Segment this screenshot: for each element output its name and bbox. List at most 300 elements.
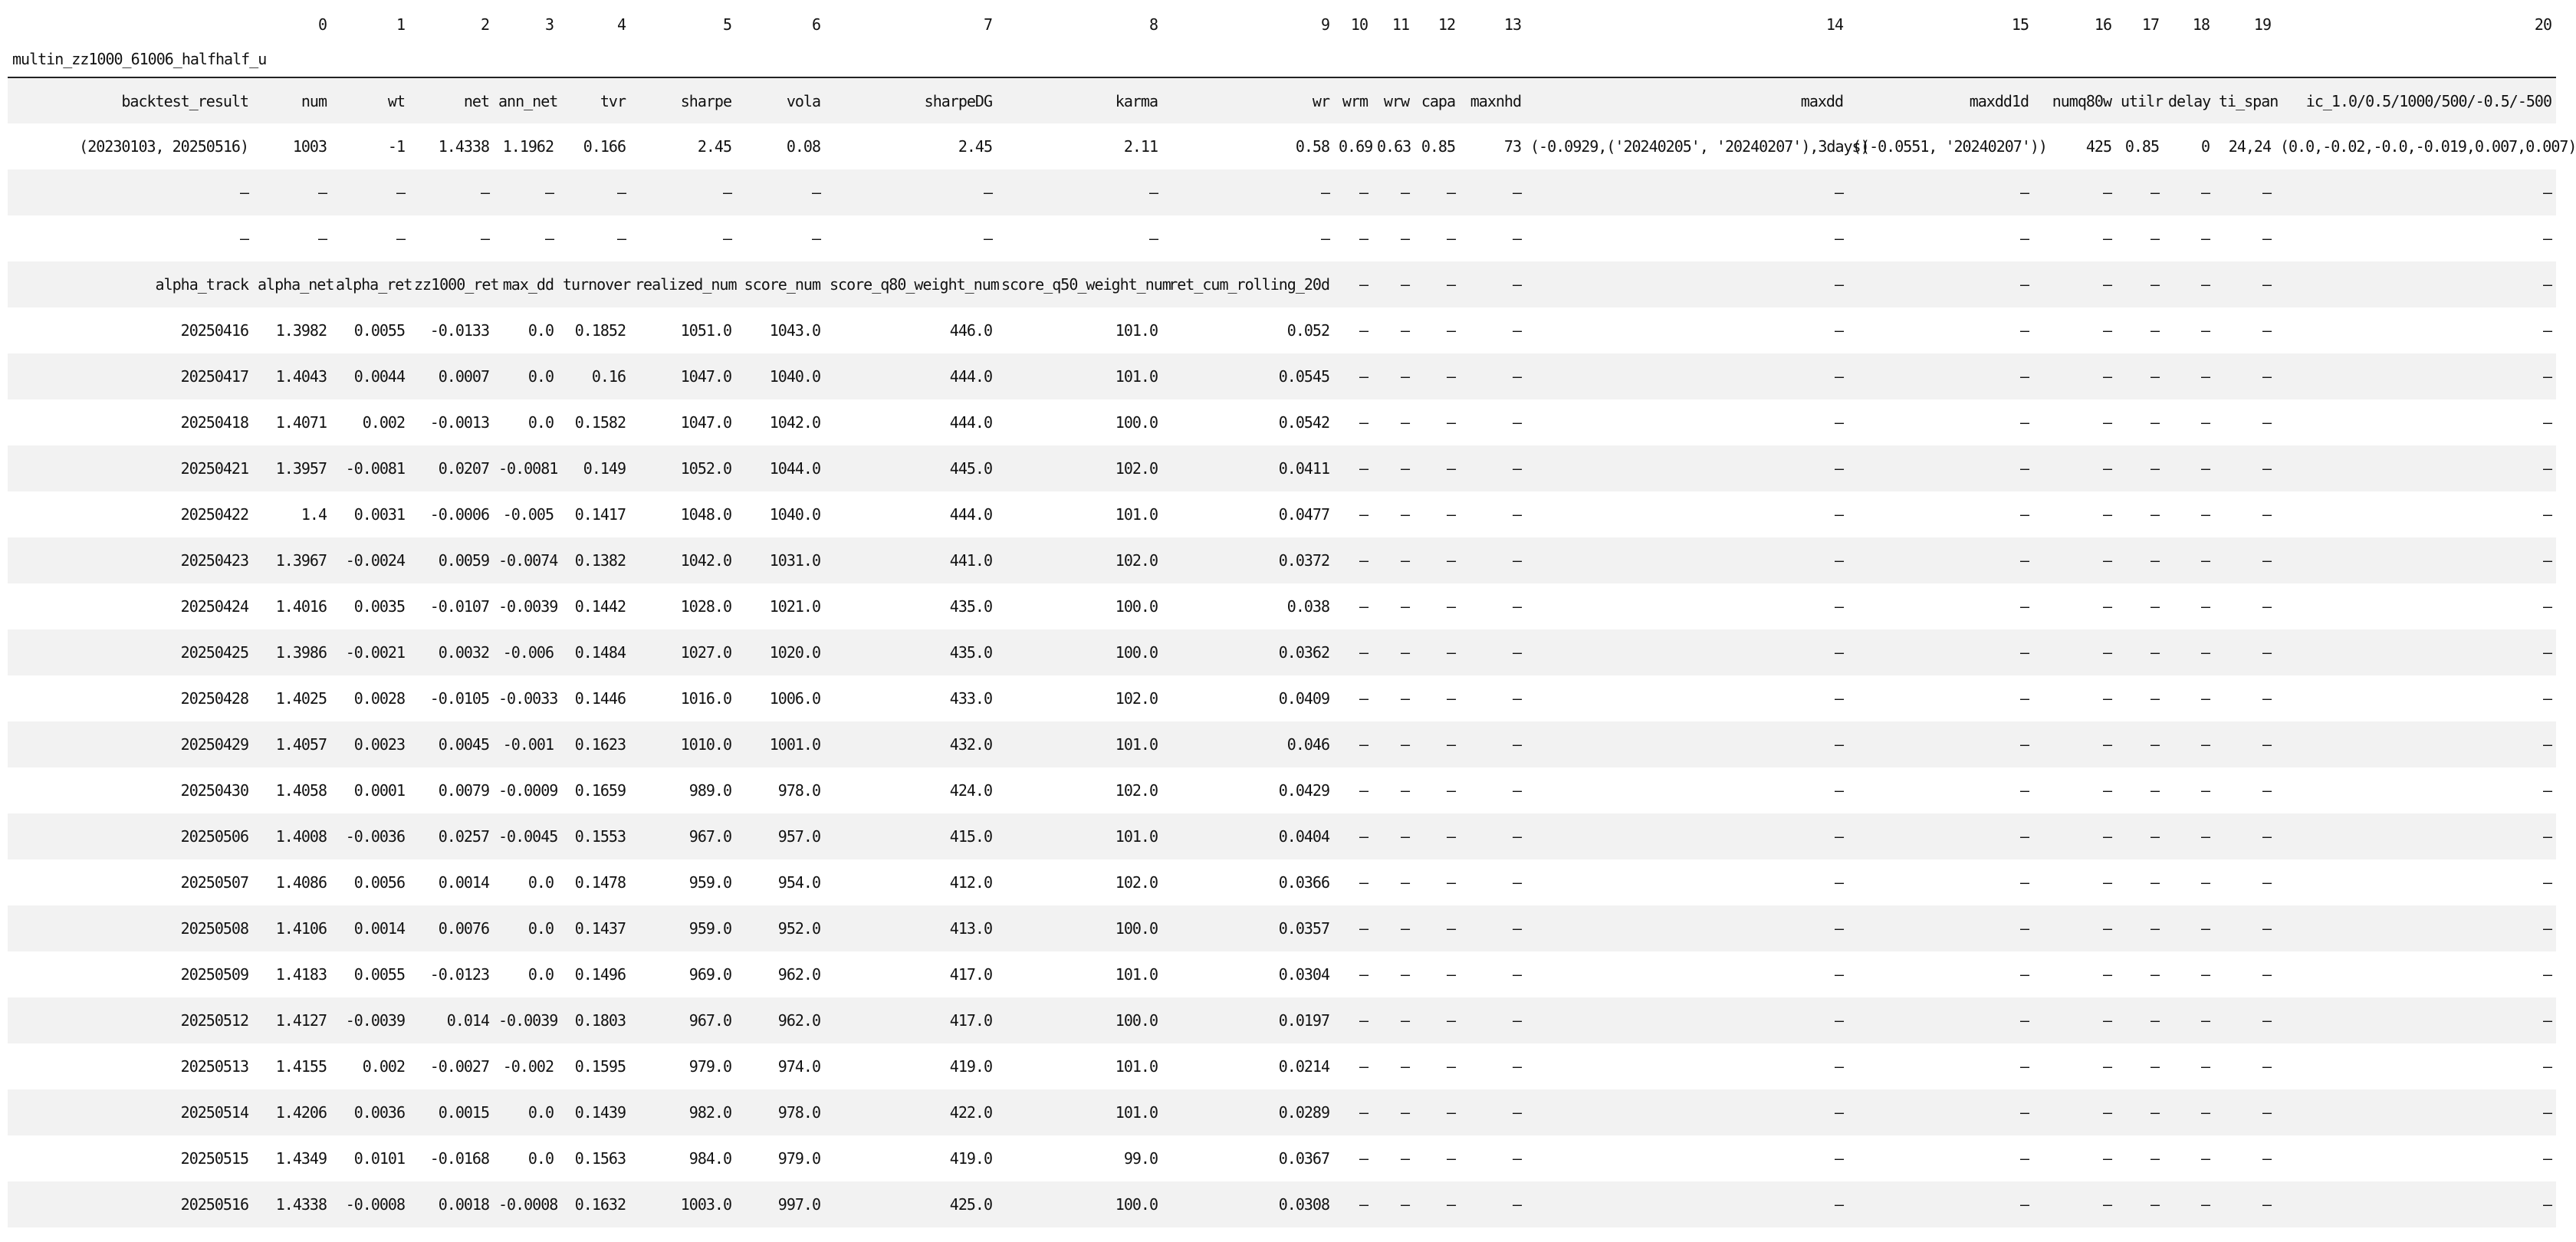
table-cell: 1028.0 xyxy=(680,597,731,616)
table-cell: — xyxy=(2262,1103,2271,1122)
column-index-label: 17 xyxy=(2141,15,2159,34)
table-cell: score_q80_weight_num xyxy=(830,275,999,294)
table-cell: 959.0 xyxy=(688,873,731,892)
table-cell: 0.0 xyxy=(527,965,554,984)
column-index-label: 9 xyxy=(1320,15,1329,34)
table-cell: — xyxy=(2200,919,2210,938)
table-cell: — xyxy=(2150,597,2159,616)
table-cell: — xyxy=(2150,735,2159,754)
table-cell: score_num xyxy=(744,275,820,294)
table-cell: 962.0 xyxy=(777,1011,820,1030)
index-name: multin_zz1000_61006_halfhalf_u xyxy=(8,41,2556,77)
table-cell: 1047.0 xyxy=(680,413,731,432)
table-cell: 0.038 xyxy=(1286,597,1329,616)
table-cell: 435.0 xyxy=(949,597,992,616)
table-cell: — xyxy=(2102,965,2111,984)
table-cell: 0.85 xyxy=(1421,137,1455,156)
table-cell: wrm xyxy=(1342,91,1368,110)
table-cell: -0.0008 xyxy=(498,1195,558,1214)
table-cell: (0.0,-0.02,-0.0,-0.019,0.007,0.007) xyxy=(2280,137,2576,156)
table-cell: — xyxy=(2019,367,2029,386)
row-index-cell: 20250417 xyxy=(180,367,248,386)
table-cell: realized_num xyxy=(635,275,737,294)
table-cell: -0.0168 xyxy=(429,1149,489,1168)
table-cell: — xyxy=(1359,367,1368,386)
table-cell: 0.0289 xyxy=(1278,1103,1329,1122)
table-row xyxy=(8,1089,2556,1135)
table-cell: — xyxy=(1359,1103,1368,1122)
table-cell: — xyxy=(2150,965,2159,984)
table-cell: 100.0 xyxy=(1115,413,1158,432)
table-cell: 0.1852 xyxy=(574,321,626,340)
table-cell: — xyxy=(1512,1011,1521,1030)
table-cell: — xyxy=(1359,551,1368,570)
table-cell: -1 xyxy=(387,137,405,156)
table-cell: — xyxy=(2150,689,2159,708)
table-cell: — xyxy=(2200,827,2210,846)
table-cell: 99.0 xyxy=(1123,1149,1158,1168)
table-cell: zz1000_ret xyxy=(414,275,499,294)
table-cell: — xyxy=(2019,321,2029,340)
table-cell: — xyxy=(811,229,820,248)
table-cell: — xyxy=(1148,183,1158,202)
table-cell: 412.0 xyxy=(949,873,992,892)
table-cell: — xyxy=(1359,1011,1368,1030)
table-cell: 0.0055 xyxy=(353,965,405,984)
table-cell: — xyxy=(2542,367,2551,386)
table-cell: utilr xyxy=(2121,91,2164,110)
table-body xyxy=(8,77,2576,1227)
table-cell: — xyxy=(1512,367,1521,386)
table-cell: 73 xyxy=(1503,137,1521,156)
table-cell: 0.052 xyxy=(1286,321,1329,340)
table-cell: 1051.0 xyxy=(680,321,731,340)
column-index-label: 12 xyxy=(1438,15,1455,34)
table-cell: — xyxy=(1446,459,1455,478)
table-cell: — xyxy=(2200,597,2210,616)
table-cell: 0.0197 xyxy=(1278,1011,1329,1030)
table-cell: 0.16 xyxy=(591,367,626,386)
table-cell: — xyxy=(1834,735,1843,754)
table-cell: 0.0366 xyxy=(1278,873,1329,892)
table-cell: — xyxy=(1834,1057,1843,1076)
row-index-cell: 20250429 xyxy=(180,735,248,754)
table-cell: — xyxy=(1512,275,1521,294)
table-cell: 0.149 xyxy=(583,459,626,478)
table-cell: 0.1484 xyxy=(574,643,626,662)
table-row xyxy=(8,169,2556,215)
table-cell: 0.1382 xyxy=(574,551,626,570)
table-cell: 0.1478 xyxy=(574,873,626,892)
table-cell: 0.63 xyxy=(1377,137,1411,156)
row-index-cell: 20250512 xyxy=(180,1011,248,1030)
table-cell: 0.0 xyxy=(527,321,554,340)
table-cell: — xyxy=(1148,229,1158,248)
table-cell: 435.0 xyxy=(949,643,992,662)
table-cell: — xyxy=(2019,965,2029,984)
table-row xyxy=(8,445,2556,491)
table-cell: — xyxy=(1834,551,1843,570)
table-cell: — xyxy=(2150,551,2159,570)
table-cell: — xyxy=(2262,689,2271,708)
index-name-row xyxy=(8,41,2556,77)
column-index-label: 18 xyxy=(2192,15,2210,34)
table-cell: — xyxy=(2262,275,2271,294)
table-cell: capa xyxy=(1421,91,1455,110)
table-cell: — xyxy=(1359,781,1368,800)
table-cell: 978.0 xyxy=(777,781,820,800)
table-cell: — xyxy=(1512,1195,1521,1214)
table-cell: 0.002 xyxy=(362,413,405,432)
row-index-cell: 20250425 xyxy=(180,643,248,662)
table-cell: 0.0101 xyxy=(353,1149,405,1168)
table-cell: 0.1442 xyxy=(574,597,626,616)
table-cell: — xyxy=(2102,827,2111,846)
table-cell: — xyxy=(2200,689,2210,708)
table-cell: 0.0429 xyxy=(1278,781,1329,800)
table-cell: — xyxy=(2262,505,2271,524)
table-cell: — xyxy=(2200,643,2210,662)
table-cell: — xyxy=(544,183,554,202)
table-cell: — xyxy=(2542,413,2551,432)
table-cell: — xyxy=(2200,781,2210,800)
table-cell: — xyxy=(2150,321,2159,340)
table-cell: 997.0 xyxy=(777,1195,820,1214)
table-cell: — xyxy=(2019,413,2029,432)
table-cell: 0.0 xyxy=(527,1149,554,1168)
table-cell: 1042.0 xyxy=(680,551,731,570)
table-cell: num xyxy=(301,91,327,110)
table-cell: 0.0056 xyxy=(353,873,405,892)
table-cell: 1040.0 xyxy=(769,367,820,386)
table-cell: — xyxy=(1359,275,1368,294)
table-cell: — xyxy=(1359,1195,1368,1214)
table-cell: — xyxy=(1512,551,1521,570)
table-cell: 1006.0 xyxy=(769,689,820,708)
table-cell: 0.0031 xyxy=(353,505,405,524)
table-cell: — xyxy=(2019,873,2029,892)
table-cell: 1003 xyxy=(292,137,327,156)
table-cell: — xyxy=(1834,1103,1843,1122)
table-cell: — xyxy=(1512,873,1521,892)
table-cell: — xyxy=(1446,1149,1455,1168)
table-cell: — xyxy=(2542,1195,2551,1214)
table-cell: — xyxy=(1446,321,1455,340)
table-cell: 0.0367 xyxy=(1278,1149,1329,1168)
column-index-label: 15 xyxy=(2011,15,2029,34)
table-cell: -0.001 xyxy=(502,735,554,754)
table-row xyxy=(8,997,2556,1043)
table-cell: — xyxy=(2150,919,2159,938)
table-cell: — xyxy=(1400,1195,1409,1214)
table-cell: — xyxy=(1446,413,1455,432)
table-row xyxy=(8,123,2556,169)
table-cell: — xyxy=(1512,321,1521,340)
column-index-label: 5 xyxy=(722,15,731,34)
table-cell: — xyxy=(2019,1195,2029,1214)
table-cell: 0.0542 xyxy=(1278,413,1329,432)
table-cell: ((-0.0551, '20240207')) xyxy=(1852,137,2047,156)
table-cell: — xyxy=(1400,597,1409,616)
table-cell: 0.0018 xyxy=(438,1195,489,1214)
table-cell: — xyxy=(2102,1195,2111,1214)
table-cell: — xyxy=(2200,1011,2210,1030)
table-cell: 415.0 xyxy=(949,827,992,846)
table-cell: 0.0 xyxy=(527,413,554,432)
table-cell: — xyxy=(2262,459,2271,478)
row-index-cell: 20250422 xyxy=(180,505,248,524)
table-cell: — xyxy=(1446,1103,1455,1122)
table-cell: — xyxy=(2200,873,2210,892)
table-cell: wt xyxy=(387,91,405,110)
table-cell: — xyxy=(1512,1103,1521,1122)
table-cell: — xyxy=(1834,873,1843,892)
table-cell: 417.0 xyxy=(949,965,992,984)
table-cell: — xyxy=(1359,873,1368,892)
table-cell: — xyxy=(616,183,626,202)
table-cell: — xyxy=(2102,597,2111,616)
table-cell: ti_span xyxy=(2219,91,2279,110)
table-cell: 102.0 xyxy=(1115,459,1158,478)
row-index-cell: 20250430 xyxy=(180,781,248,800)
table-cell: 954.0 xyxy=(777,873,820,892)
table-cell: — xyxy=(2102,229,2111,248)
table-cell: — xyxy=(2542,965,2551,984)
table-cell: 102.0 xyxy=(1115,689,1158,708)
table-cell: — xyxy=(1359,1149,1368,1168)
table-cell: — xyxy=(1400,1057,1409,1076)
table-cell: — xyxy=(2262,1149,2271,1168)
table-cell: 982.0 xyxy=(688,1103,731,1122)
table-cell: 100.0 xyxy=(1115,1011,1158,1030)
table-cell: — xyxy=(1400,781,1409,800)
table-cell: wrw xyxy=(1383,91,1409,110)
table-cell: 1.4338 xyxy=(275,1195,327,1214)
table-cell: — xyxy=(1512,229,1521,248)
table-cell: 1.4338 xyxy=(438,137,489,156)
table-cell: — xyxy=(2019,827,2029,846)
table-cell: 1.4008 xyxy=(275,827,327,846)
table-cell: — xyxy=(1359,643,1368,662)
table-cell: 2.45 xyxy=(697,137,731,156)
table-cell: — xyxy=(1834,781,1843,800)
table-row xyxy=(8,905,2556,951)
table-cell: 0.0257 xyxy=(438,827,489,846)
table-cell: 100.0 xyxy=(1115,1195,1158,1214)
table-cell: 417.0 xyxy=(949,1011,992,1030)
table-cell: 0.002 xyxy=(362,1057,405,1076)
table-cell: — xyxy=(1834,827,1843,846)
table-cell: sharpeDG xyxy=(924,91,992,110)
table-cell: — xyxy=(1834,1195,1843,1214)
table-cell: 1.4086 xyxy=(275,873,327,892)
table-cell: — xyxy=(1359,505,1368,524)
table-cell: — xyxy=(2200,183,2210,202)
table-cell: vola xyxy=(786,91,820,110)
table-cell: — xyxy=(1834,643,1843,662)
table-cell: — xyxy=(2150,367,2159,386)
table-cell: — xyxy=(2150,1195,2159,1214)
table-cell: 101.0 xyxy=(1115,321,1158,340)
table-cell: 0.1595 xyxy=(574,1057,626,1076)
table-cell: 446.0 xyxy=(949,321,992,340)
table-cell: — xyxy=(1446,735,1455,754)
table-cell: 1.4057 xyxy=(275,735,327,754)
table-cell: 1044.0 xyxy=(769,459,820,478)
table-cell: 433.0 xyxy=(949,689,992,708)
table-cell: — xyxy=(1320,183,1329,202)
row-index-cell: 20250507 xyxy=(180,873,248,892)
table-cell: max_dd xyxy=(502,275,554,294)
table-cell: 0.0372 xyxy=(1278,551,1329,570)
table-cell: -0.0021 xyxy=(345,643,405,662)
table-cell: — xyxy=(2102,1057,2111,1076)
table-cell: — xyxy=(2019,781,2029,800)
table-cell: — xyxy=(1359,459,1368,478)
table-cell: — xyxy=(396,183,405,202)
table-cell: 425.0 xyxy=(949,1195,992,1214)
table-row xyxy=(8,399,2556,445)
table-cell: — xyxy=(2150,1149,2159,1168)
table-cell: — xyxy=(2262,413,2271,432)
table-cell: — xyxy=(2150,873,2159,892)
row-index-cell: 20250516 xyxy=(180,1195,248,1214)
table-cell: 1016.0 xyxy=(680,689,731,708)
table-cell: — xyxy=(1834,1149,1843,1168)
table-cell: — xyxy=(1512,183,1521,202)
table-cell: 0.166 xyxy=(583,137,626,156)
table-cell: — xyxy=(2200,735,2210,754)
table-cell: — xyxy=(2542,873,2551,892)
table-cell: 978.0 xyxy=(777,1103,820,1122)
table-cell: — xyxy=(1359,735,1368,754)
table-cell: — xyxy=(2150,505,2159,524)
table-cell: — xyxy=(1834,321,1843,340)
table-cell: — xyxy=(1359,919,1368,938)
table-cell: — xyxy=(2542,689,2551,708)
table-cell: 1.4206 xyxy=(275,1103,327,1122)
table-cell: 967.0 xyxy=(688,1011,731,1030)
table-cell: — xyxy=(2200,321,2210,340)
table-cell: 0.0362 xyxy=(1278,643,1329,662)
table-cell: — xyxy=(2542,597,2551,616)
table-cell: 0.0036 xyxy=(353,1103,405,1122)
table-cell: wr xyxy=(1312,91,1329,110)
table-cell: -0.0105 xyxy=(429,689,489,708)
table-cell: — xyxy=(1400,689,1409,708)
row-index-cell: 20250509 xyxy=(180,965,248,984)
table-cell: — xyxy=(2102,505,2111,524)
table-cell: tvr xyxy=(600,91,626,110)
table-cell: — xyxy=(2102,643,2111,662)
table-cell: 1043.0 xyxy=(769,321,820,340)
table-cell: — xyxy=(2200,1195,2210,1214)
table-cell: — xyxy=(1400,183,1409,202)
table-cell: — xyxy=(2200,459,2210,478)
table-cell: 0.0 xyxy=(527,1103,554,1122)
table-cell: 1.3957 xyxy=(275,459,327,478)
column-index-label: 8 xyxy=(1148,15,1158,34)
table-cell: 974.0 xyxy=(777,1057,820,1076)
table-cell: alpha_net xyxy=(258,275,334,294)
table-cell: 2.11 xyxy=(1123,137,1158,156)
table-cell: — xyxy=(2262,183,2271,202)
row-index-cell: alpha_track xyxy=(155,275,248,294)
table-cell: 0.0059 xyxy=(438,551,489,570)
table-cell: alpha_ret xyxy=(336,275,412,294)
table-cell: 957.0 xyxy=(777,827,820,846)
table-cell: 419.0 xyxy=(949,1149,992,1168)
table-cell: 0.014 xyxy=(446,1011,489,1030)
table-cell: 101.0 xyxy=(1115,827,1158,846)
table-cell: — xyxy=(1446,873,1455,892)
table-cell: — xyxy=(2150,1011,2159,1030)
table-cell: — xyxy=(1834,965,1843,984)
table-cell: — xyxy=(1834,459,1843,478)
table-cell: -0.0027 xyxy=(429,1057,489,1076)
table-cell: 102.0 xyxy=(1115,873,1158,892)
table-cell: — xyxy=(1834,229,1843,248)
table-cell: — xyxy=(1400,735,1409,754)
table-cell: 101.0 xyxy=(1115,367,1158,386)
table-cell: 0.046 xyxy=(1286,735,1329,754)
table-cell: — xyxy=(1512,919,1521,938)
table-cell: — xyxy=(2262,643,2271,662)
table-cell: — xyxy=(2019,597,2029,616)
table-cell: 101.0 xyxy=(1115,1057,1158,1076)
table-cell: score_q50_weight_num xyxy=(1001,275,1171,294)
table-cell: 0.0304 xyxy=(1278,965,1329,984)
table-cell: 419.0 xyxy=(949,1057,992,1076)
column-index-label: 2 xyxy=(480,15,489,34)
table-cell: — xyxy=(2262,827,2271,846)
table-cell: — xyxy=(1834,183,1843,202)
table-cell: — xyxy=(2019,1011,2029,1030)
table-cell: 1.4106 xyxy=(275,919,327,938)
table-cell: — xyxy=(2262,735,2271,754)
table-cell: — xyxy=(2102,459,2111,478)
table-cell: — xyxy=(1400,275,1409,294)
table-cell: 967.0 xyxy=(688,827,731,846)
table-row xyxy=(8,215,2556,261)
table-row xyxy=(8,767,2556,813)
table-cell: — xyxy=(1400,827,1409,846)
table-cell: — xyxy=(2019,551,2029,570)
table-cell: 0.1439 xyxy=(574,1103,626,1122)
table-cell: -0.0024 xyxy=(345,551,405,570)
table-cell: 979.0 xyxy=(688,1057,731,1076)
table-cell: 0.1582 xyxy=(574,413,626,432)
table-cell: — xyxy=(1834,505,1843,524)
table-cell: — xyxy=(2102,1149,2111,1168)
table-cell: — xyxy=(722,229,731,248)
table-cell: — xyxy=(2150,1057,2159,1076)
table-cell: — xyxy=(317,229,327,248)
table-cell: 0.58 xyxy=(1295,137,1329,156)
table-row xyxy=(8,951,2556,997)
table-cell: 0.0 xyxy=(527,873,554,892)
table-cell: 0.1437 xyxy=(574,919,626,938)
table-cell: — xyxy=(1446,781,1455,800)
table-cell: — xyxy=(2542,643,2551,662)
table-cell: -0.0039 xyxy=(345,1011,405,1030)
table-cell: — xyxy=(1446,597,1455,616)
table-row xyxy=(8,537,2556,583)
table-cell: 0.0007 xyxy=(438,367,489,386)
table-cell: -0.0039 xyxy=(498,597,558,616)
table-cell: — xyxy=(1400,551,1409,570)
table-cell: -0.0123 xyxy=(429,965,489,984)
